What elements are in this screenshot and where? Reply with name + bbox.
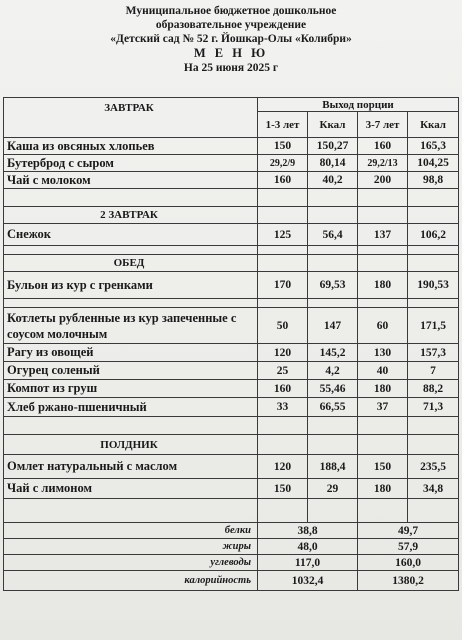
menu-date: На 25 июня 2025 г [183, 62, 279, 74]
col-age-3-7: 3-7 лет [358, 112, 408, 138]
table-row: Компот из груш 160 55,46 180 88,2 [4, 380, 459, 398]
table-row: Хлеб ржано-пшеничный 33 66,55 37 71,3 [4, 398, 459, 417]
table-row: Огурец соленый 25 4,2 40 7 [4, 362, 459, 380]
col-age-1-3: 1-3 лет [258, 112, 308, 138]
totals-row: белки 38,8 49,7 [4, 523, 459, 539]
table-row: Снежок 125 56,4 137 106,2 [4, 224, 459, 246]
table-row: Омлет натуральный с маслом 120 188,4 150 235,5 [4, 455, 459, 479]
institution-line-2: образовательное учреждение [155, 19, 307, 31]
totals-row: жиры 48,0 57,9 [4, 539, 459, 555]
table-row: Каша из овсяных хлопьев 150 150,27 160 165,3 [4, 138, 459, 155]
institution-line-1: Муниципальное бюджетное дошкольное [125, 5, 337, 17]
menu-header [0, 4, 462, 75]
institution-line-3: «Детский сад № 52 г. Йошкар-Олы «Колибри» [110, 33, 352, 45]
table-row: Чай с лимоном 150 29 180 34,8 [4, 479, 459, 499]
section-breakfast: ЗАВТРАК [4, 98, 258, 138]
table-row: Бульон из кур с гренками 170 69,53 180 190,53 [4, 272, 459, 299]
portion-header: Выход порции [258, 98, 459, 112]
menu-title: М Е Н Ю [193, 46, 269, 60]
totals-row: углеводы 117,0 160,0 [4, 555, 459, 571]
section-snack: ПОЛДНИК [4, 435, 258, 455]
table-row: Котлеты рубленные из кур запеченные с соусом молочным 50 147 60 171,5 [4, 308, 459, 344]
totals-row: калорийность 1032,4 1380,2 [4, 571, 459, 591]
table-row: Бутерброд с сыром 29,2/9 80,14 29,2/13 104,25 [4, 155, 459, 172]
section-breakfast-2: 2 ЗАВТРАК [4, 207, 258, 224]
table-row: Чай с молоком 160 40,2 200 98,8 [4, 172, 459, 189]
menu-table [3, 97, 459, 591]
table-row: Рагу из овощей 120 145,2 130 157,3 [4, 344, 459, 362]
section-lunch: ОБЕД [4, 255, 258, 272]
col-kcal-2: Ккал [408, 112, 459, 138]
col-kcal-1: Ккал [308, 112, 358, 138]
